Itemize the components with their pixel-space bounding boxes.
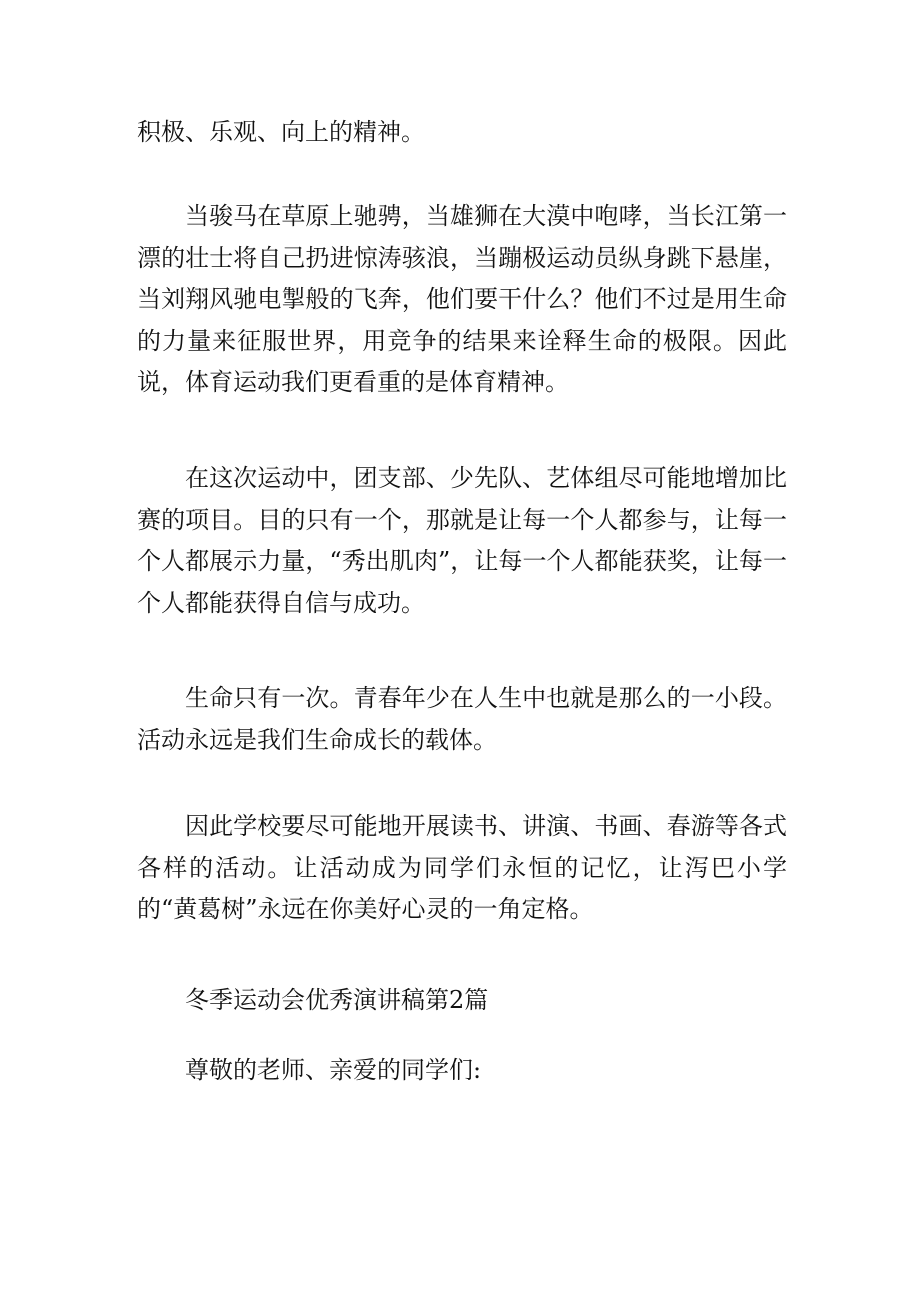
paragraph-1: 积极、乐观、向上的精神。 <box>137 118 425 146</box>
paragraph-4: 生命只有一次。青春年少在人生中也就是那么的一小段。活动永远是我们生命成长的载体。 <box>137 684 787 754</box>
salutation: 尊敬的老师、亲爱的同学们: <box>185 1056 482 1084</box>
paragraph-2: 当骏马在草原上驰骋，当雄狮在大漠中咆哮，当长江第一漂的壮士将自己扔进惊涛骇浪，当蹦极运动员纵身跳下悬崖，当刘翔风驰电掣般的飞奔，他们要干什么？他们不过是用生命的力量来征服世界，用竞争的结果来诠释生命的极限。因此说，体育运动我们更看重的是体育精神。 <box>137 202 787 397</box>
paragraph-5: 因此学校要尽可能地开展读书、讲演、书画、春游等各式各样的活动。让活动成为同学们永恒的记忆，让泻巴小学的“黄葛树”永远在你美好心灵的一角定格。 <box>137 812 787 924</box>
section-title: 冬季运动会优秀演讲稿第2篇 <box>185 986 489 1014</box>
paragraph-3: 在这次运动中，团支部、少先队、艺体组尽可能地增加比赛的项目。目的只有一个，那就是让每一个人都参与，让每一个人都展示力量，“秀出肌肉”，让每一个人都能获奖，让每一个人都能获得自信与成功。 <box>137 464 787 617</box>
